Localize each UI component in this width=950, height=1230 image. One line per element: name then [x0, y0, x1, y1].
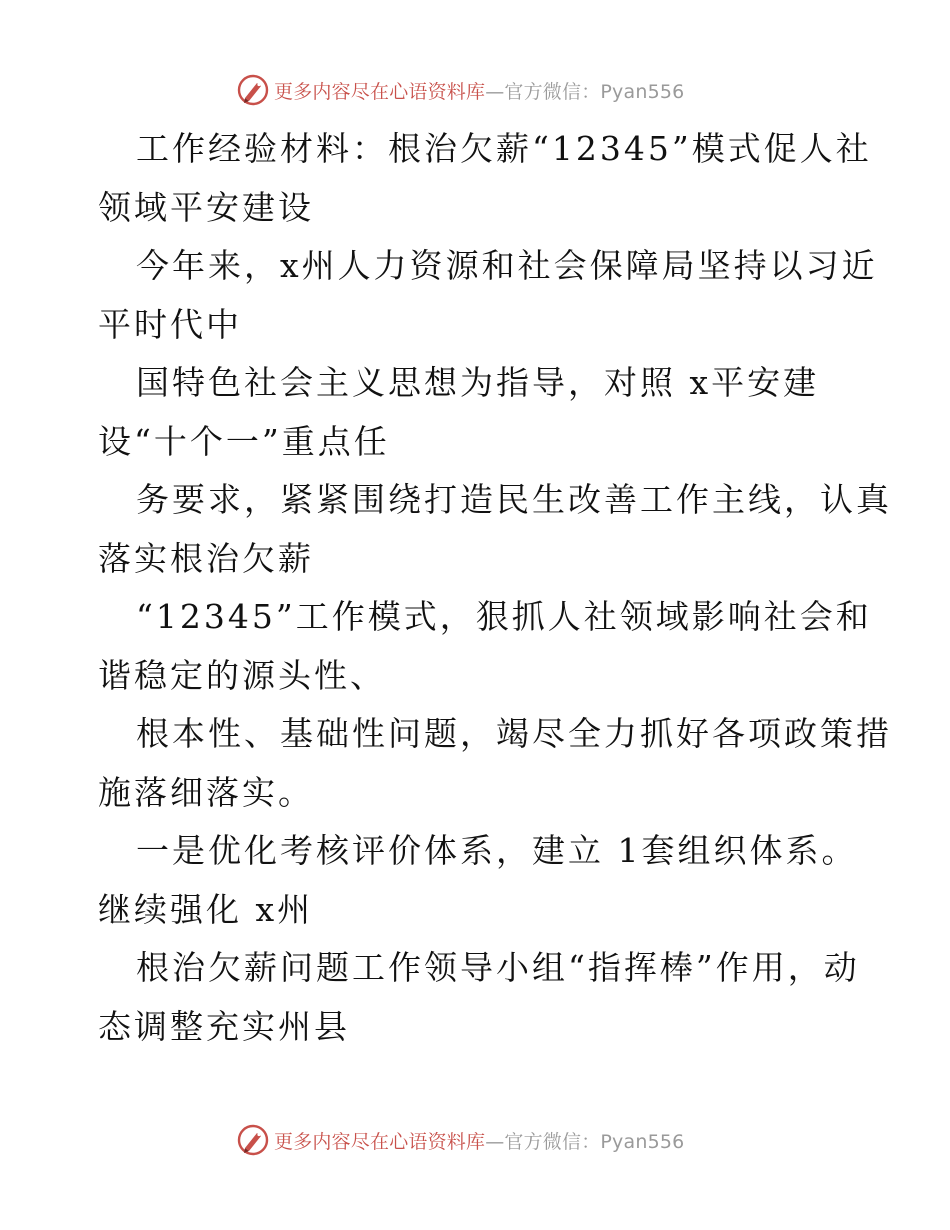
watermark-header	[236, 72, 756, 108]
text-line: 设“十个一”重点任	[98, 421, 390, 461]
text-line: 领域平安建设	[98, 187, 314, 227]
text-line: 态调整充实州县	[98, 1006, 350, 1046]
pen-logo-icon	[236, 73, 270, 107]
text-line: 继续强化 x州	[98, 889, 314, 929]
text-line: 一是优化考核评价体系，建立 1套组织体系。	[136, 831, 858, 870]
watermark-text-main: 更多内容尽在心语资料库	[274, 1130, 486, 1153]
watermark-text-contact: —官方微信：Pyan556	[485, 80, 685, 103]
text-line: 施落细落实。	[98, 772, 314, 812]
text-line: 根治欠薪问题工作领导小组“指挥棒”作用，动	[136, 948, 860, 987]
text-line: 国特色社会主义思想为指导，对照 x平安建	[136, 363, 820, 402]
watermark-text-contact: —官方微信：Pyan556	[485, 1130, 685, 1153]
text-line: “12345”工作模式，狠抓人社领域影响社会和	[136, 597, 872, 636]
text-line: 谐稳定的源头性、	[98, 655, 386, 695]
text-line: 今年来，x州人力资源和社会保障局坚持以习近	[136, 246, 878, 285]
pen-logo-icon	[236, 1123, 270, 1157]
watermark-footer	[236, 1122, 756, 1158]
text-line: 平时代中	[98, 304, 242, 344]
text-line: 落实根治欠薪	[98, 538, 314, 578]
document-body	[98, 120, 892, 1056]
text-line: 工作经验材料：根治欠薪“12345”模式促人社	[136, 129, 872, 168]
watermark-text-main: 更多内容尽在心语资料库	[274, 80, 486, 103]
text-line: 务要求，紧紧围绕打造民生改善工作主线，认真	[136, 480, 892, 519]
text-line: 根本性、基础性问题，竭尽全力抓好各项政策措	[136, 714, 892, 753]
